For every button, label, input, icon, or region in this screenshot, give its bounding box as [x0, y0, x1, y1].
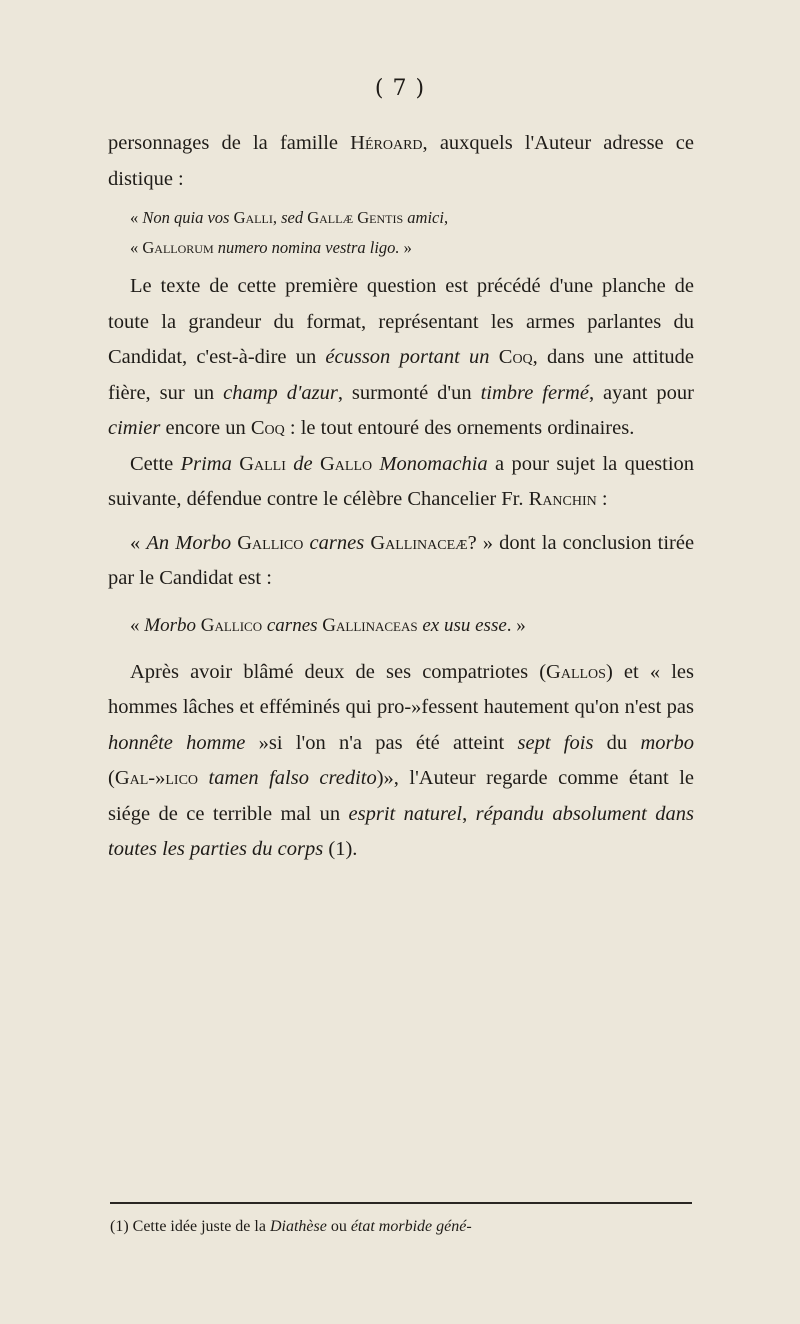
paragraph-5: Après avoir blâmé deux de ses compatriotes (Gallos) et « les hommes lâches et efféminés qui pro-»fessent hautement qu'on n'est pas honnête homme »si l'on n'a pas été atteint sept fois du morbo (Gal-»lico tamen falso credito)», l'Auteur regarde comme étant le siége de ce terrible mal un esprit naturel, répandu absolument dans toutes les parties du corps (1). [108, 660, 694, 860]
paragraph-4: « An Morbo Gallico carnes Gallinaceæ? » dont la conclusion tirée par le Candidat est : [108, 531, 695, 589]
page-number: ( 7 ) [374, 76, 426, 101]
paragraph-1: personnages de la famille Héroard, auxquels l'Auteur adresse ce distique : [108, 132, 694, 190]
conclusion-quote: « Morbo Gallico carnes Gallinaceas ex usu esse. » [130, 614, 526, 636]
footnote: (1) Cette idée juste de la Diathèse ou état morbide géné- [110, 1218, 472, 1235]
main-text [108, 126, 694, 868]
distich-line-2: « Gallorum numero nomina vestra ligo. » [130, 238, 412, 257]
distich-quote [108, 203, 694, 263]
footnote-rule [110, 1202, 692, 1204]
paragraph-3: Cette Prima Galli de Gallo Monomachia a pour sujet la question suivante, défendue contre le célèbre Chancelier Fr. Ranchin : [108, 452, 695, 510]
paragraph-2: Le texte de cette première question est précédé d'une planche de toute la grandeur du format, représentant les armes parlantes du Candidat, c'est-à-dire un écusson portant un Coq, dans une attitude fière, sur un champ d'azur, surmonté d'un timbre fermé, ayant pour cimier encore un Coq : le tout entouré des ornements ordinaires. [108, 275, 695, 439]
distich-line-1: « Non quia vos Galli, sed Gallæ Gentis amici, [130, 208, 449, 227]
